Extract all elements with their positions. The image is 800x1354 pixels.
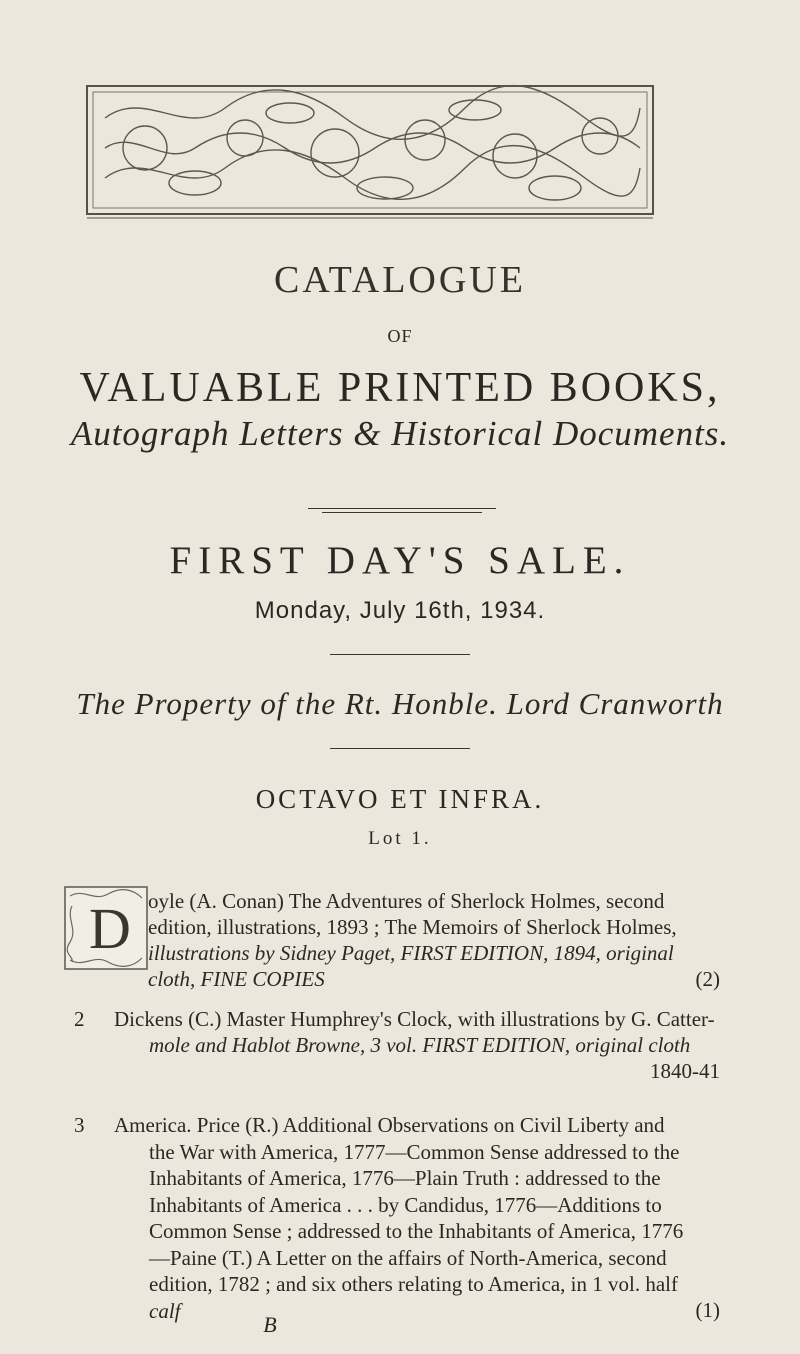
section-heading: OCTAVO ET INFRA. xyxy=(255,784,545,814)
divider xyxy=(330,654,470,655)
lot-line: edition, 1782 ; and six others relating to America, in 1 vol. half xyxy=(149,1272,678,1296)
lot-line: Inhabitants of America . . . by Candidus, 1776—Additions to xyxy=(149,1192,662,1217)
sale-date: Monday, July 16th, 1934. xyxy=(254,597,546,624)
lot-line: Common Sense ; addressed to the Inhabitants of America, 1776 xyxy=(149,1219,684,1243)
divider xyxy=(308,508,496,509)
lot-entry xyxy=(74,1112,720,1324)
sale-title: FIRST DAY'S SALE. xyxy=(169,539,631,582)
lot-line: mole and Hablot Browne, 3 vol. FIRST EDITION, original cloth xyxy=(149,1033,691,1057)
decorative-initial xyxy=(64,886,148,970)
lot-line: the War with America, 1777—Common Sense addressed to the xyxy=(149,1139,680,1164)
lot-entry xyxy=(74,1006,720,1083)
of-word: OF xyxy=(387,326,413,346)
lot-line: Inhabitants of America, 1776—Plain Truth : addressed to the xyxy=(149,1166,661,1190)
lot-line: calf xyxy=(149,1298,181,1323)
lot-quantity: (2) xyxy=(695,967,720,991)
lot-line: —Paine (T.) A Letter on the affairs of North-America, second xyxy=(149,1245,667,1270)
lot-line: illustrations by Sidney Paget, FIRST EDITION, 1894, original xyxy=(148,941,674,965)
lot-line: Dickens (C.) Master Humphrey's Clock, with illustrations by G. Catter- xyxy=(114,1007,715,1031)
lot-line: oyle (A. Conan) The Adventures of Sherlock Holmes, second xyxy=(148,889,665,913)
lot-line: edition, illustrations, 1893 ; The Memoirs of Sherlock Holmes, xyxy=(148,915,677,939)
lot-quantity: (1) xyxy=(695,1298,720,1322)
lot-line: America. Price (R.) Additional Observations on Civil Liberty and xyxy=(114,1113,665,1137)
signature-mark: B xyxy=(263,1312,277,1337)
catalogue-title: CATALOGUE xyxy=(274,259,526,301)
property-line: The Property of the Rt. Honble. Lord Cranworth xyxy=(76,686,724,721)
catalogue-subtitle: Autograph Letters & Historical Documents. xyxy=(70,414,730,453)
divider xyxy=(330,748,470,749)
lot-heading: Lot 1. xyxy=(368,828,432,849)
lot-date: 1840-41 xyxy=(650,1059,720,1083)
lot-number: 2 xyxy=(74,1007,85,1031)
divider xyxy=(322,512,482,513)
lot-number: 3 xyxy=(74,1113,85,1137)
lot-line: cloth, FINE COPIES xyxy=(148,967,325,991)
decorative-headpiece xyxy=(85,78,655,220)
initial-letter: D xyxy=(89,896,131,961)
lot-entry xyxy=(148,888,720,992)
catalogue-subject: VALUABLE PRINTED BOOKS, xyxy=(79,365,721,411)
